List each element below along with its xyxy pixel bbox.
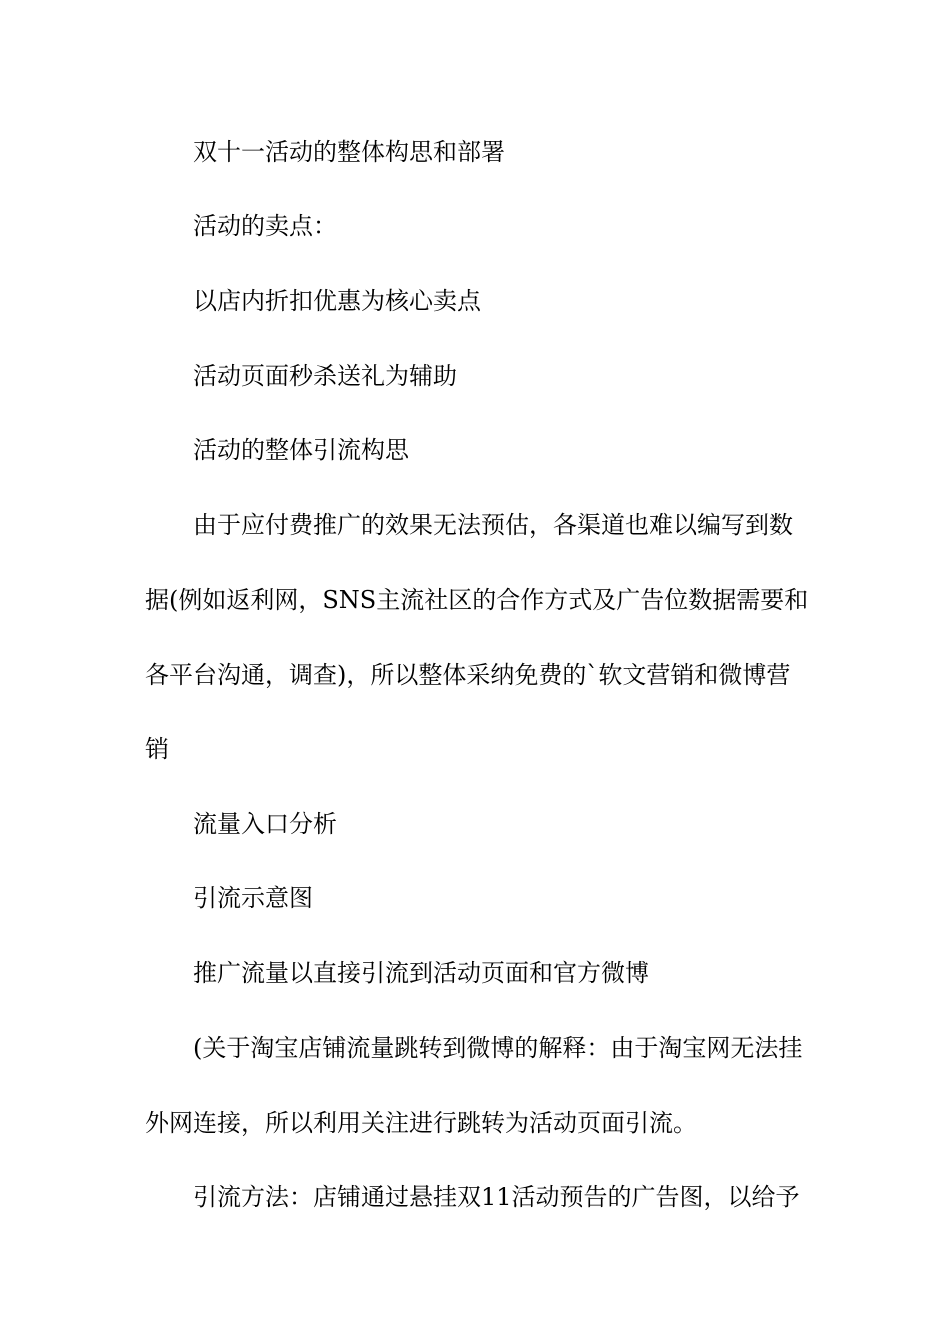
heading-traffic-entry: 流量入口分析 — [193, 810, 337, 838]
paragraph-line: 由于应付费推广的效果无法预估，各渠道也难以编写到数 — [193, 511, 793, 539]
heading-traffic-plan: 活动的整体引流构思 — [193, 436, 409, 464]
paragraph-line: 据(例如返利网，SNS主流社区的合作方式及广告位数据需要和 — [145, 586, 809, 614]
heading-selling-points: 活动的卖点： — [193, 212, 337, 240]
paragraph-line: 销 — [145, 735, 169, 763]
paragraph-line: 各平台沟通，调查)，所以整体采纳免费的`软文营销和微博营 — [145, 661, 791, 689]
heading-overall-plan: 双十一活动的整体构思和部署 — [193, 138, 505, 166]
paragraph-line: 以店内折扣优惠为核心卖点 — [193, 287, 481, 315]
paragraph-line: 外网连接，所以利用关注进行跳转为活动页面引流。 — [145, 1109, 697, 1137]
paragraph-line: 活动页面秒杀送礼为辅助 — [193, 362, 457, 390]
heading-diagram: 引流示意图 — [193, 884, 313, 912]
paragraph-line: 推广流量以直接引流到活动页面和官方微博 — [193, 959, 649, 987]
paragraph-line: (关于淘宝店铺流量跳转到微博的解释：由于淘宝网无法挂 — [193, 1034, 803, 1062]
paragraph-line: 引流方法：店铺通过悬挂双11活动预告的广告图，以给予 — [193, 1183, 800, 1211]
